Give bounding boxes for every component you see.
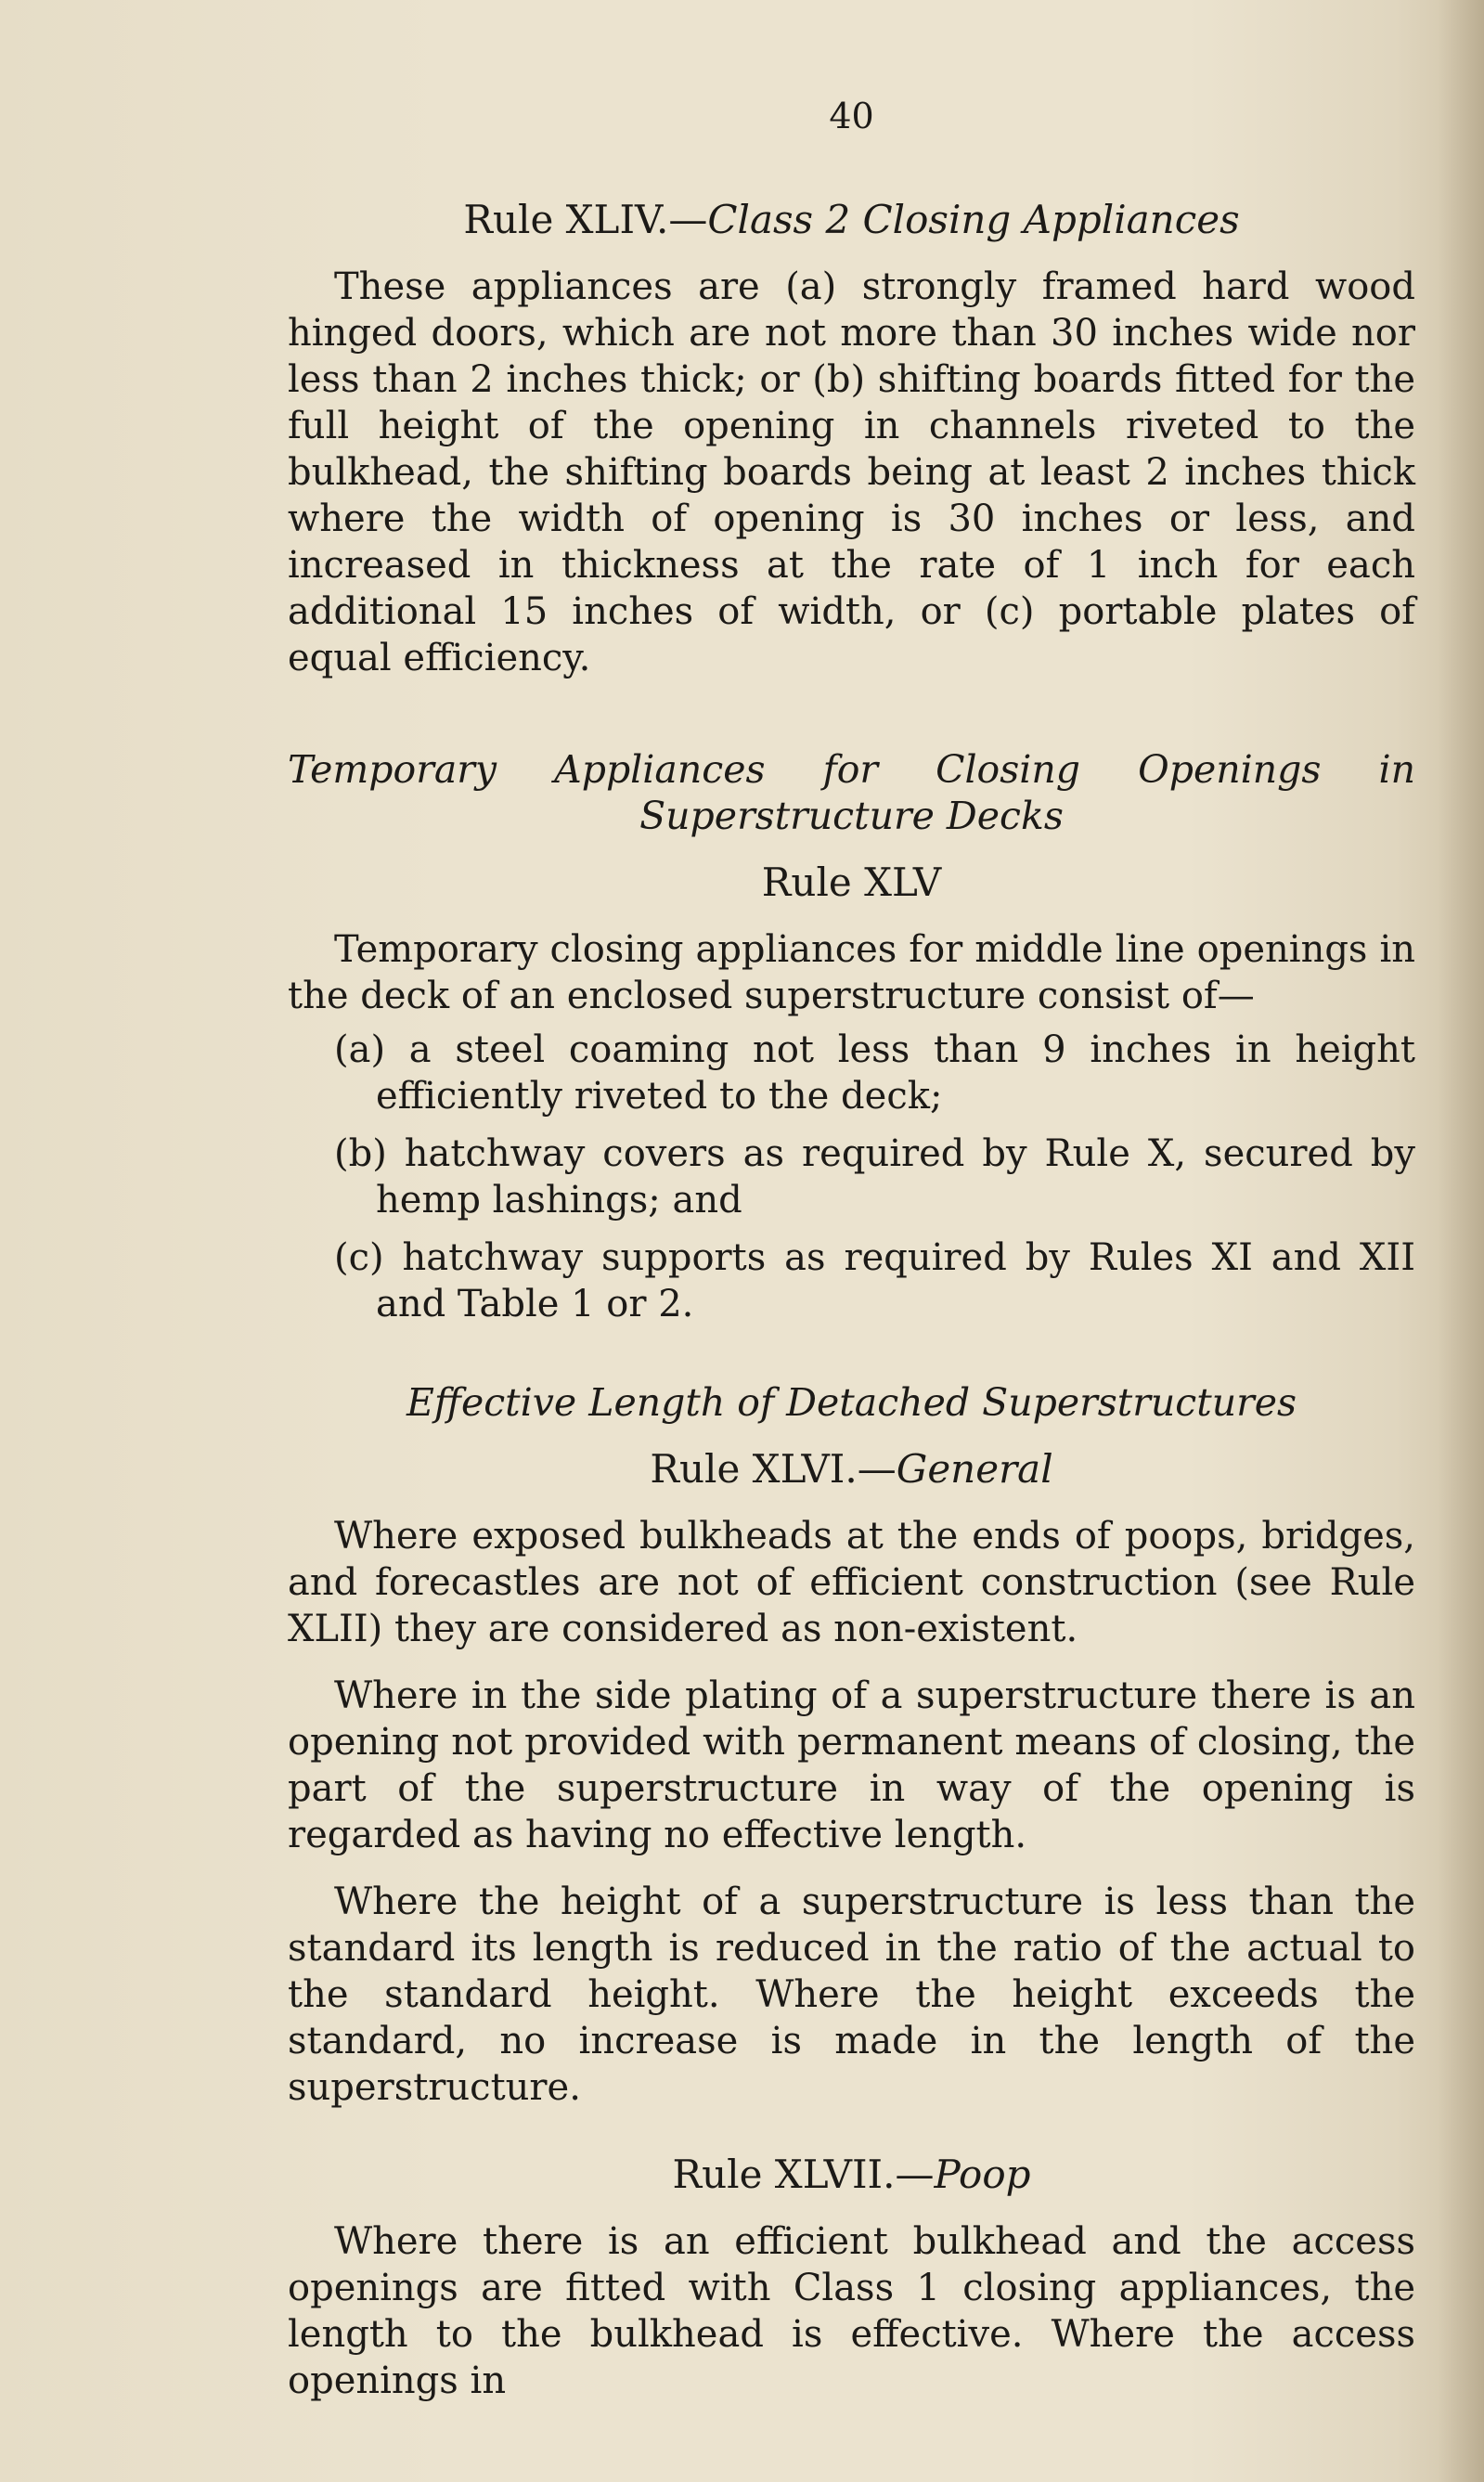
list-item: (b) hatchway covers as required by Rule X, secured by hemp lashings; and xyxy=(334,1132,1415,1222)
list-item: (c) hatchway supports as required by Rules XI and XII and Table 1 or 2. xyxy=(334,1236,1415,1325)
rule-46-paragraph-2: Where in the side plating of a superstructure there is an opening not provided with permanent means of closing, the part of the superstructure in way of the opening is regarded as having no effective length. xyxy=(288,1674,1415,1856)
page-content xyxy=(288,93,1415,2404)
rule-45-item-list xyxy=(288,1027,1415,1327)
rule-46-paragraph-1: Where exposed bulkheads at the ends of poops, bridges, and forecastles are not of efficient construction (see Rule XLII) they are considered as non-existent. xyxy=(288,1515,1415,1650)
list-item: (a) a steel coaming not less than 9 inches in height efficiently riveted to the deck; xyxy=(334,1028,1415,1118)
rule-44-heading xyxy=(288,197,1415,243)
rule-47-heading-italic: Poop xyxy=(934,2152,1031,2197)
page-edge-shadow xyxy=(1438,0,1484,2482)
rule-44-heading-prefix: Rule XLIV.— xyxy=(463,197,708,242)
rule-47-heading-prefix: Rule XLVII.— xyxy=(672,2152,935,2197)
section-title-effective-length: Effective Length of Detached Superstructures xyxy=(406,1380,1297,1425)
rule-45-paragraph: Temporary closing appliances for middle line openings in the deck of an enclosed superstructure consist of— xyxy=(288,928,1415,1017)
rule-46-heading-italic: General xyxy=(896,1446,1053,1492)
rule-44-paragraph: These appliances are (a) strongly framed hard wood hinged doors, which are not more than 30 inches wide nor less than 2 inches thick; or (b) shifting boards fitted for the full height of the opening in channels riveted to the bulkhead, the shifting boards being at least 2 inches thick where the width of opening is 30 inches or less, and increased in thickness at the rate of 1 inch for each additional 15 inches of width, or (c) portable plates of equal efficiency. xyxy=(288,265,1415,679)
rule-46-paragraph-3: Where the height of a superstructure is less than the standard its length is reduced in the ratio of the actual to the standard height. Where the height exceeds the standard, no increase is made in the length of the superstructure. xyxy=(288,1881,1415,2109)
section-title-temporary-appliances: Temporary Appliances for Closing Openings in Superstructure Decks xyxy=(288,747,1415,838)
rule-47-paragraph: Where there is an efficient bulkhead and the access openings are fitted with Class 1 closing appliances, the length to the bulkhead is effective. Where the access openings in xyxy=(288,2220,1415,2402)
rule-46-heading-prefix: Rule XLVI.— xyxy=(650,1446,897,1492)
rule-46-heading xyxy=(288,1446,1415,1493)
rule-47-heading xyxy=(288,2152,1415,2198)
rule-44-heading-italic: Class 2 Closing Appliances xyxy=(707,197,1240,242)
page-number: 40 xyxy=(829,96,874,136)
rule-45-heading: Rule XLV xyxy=(761,860,942,905)
